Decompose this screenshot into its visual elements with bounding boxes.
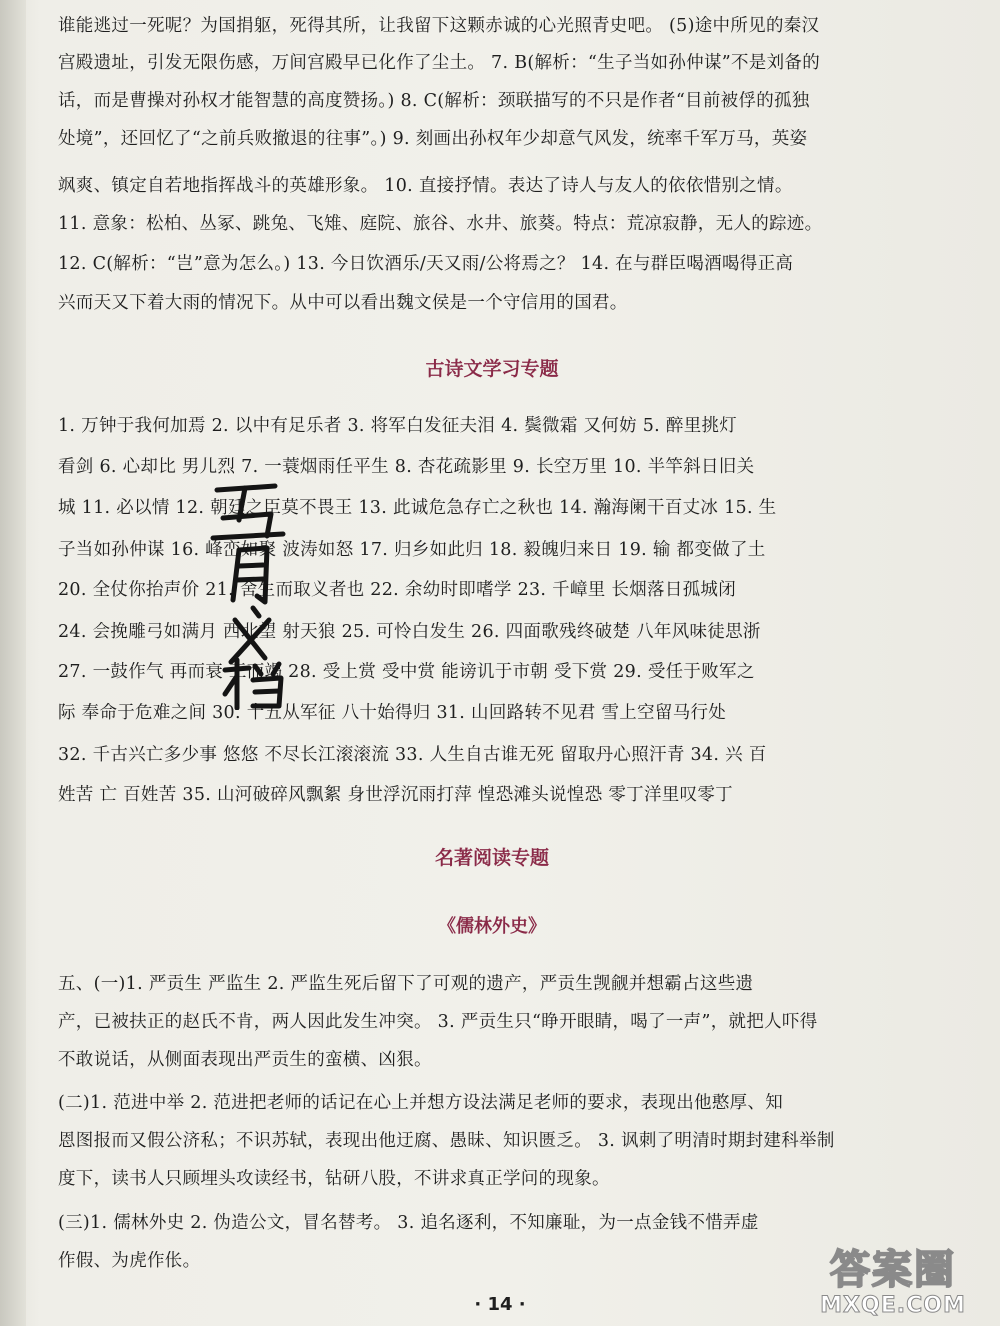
text-line: 27. 一鼓作气 再而衰 三而竭 28. 受上赏 受中赏 能谤讥于市朝 受下赏 29. 受任于败军之 bbox=[58, 662, 755, 682]
watermark-logo bbox=[798, 1238, 988, 1318]
section-heading-ancient-poetry: 古诗文学习专题 bbox=[425, 358, 559, 380]
handwritten-annotation bbox=[205, 480, 295, 710]
text-line: 飒爽、镇定自若地指挥战斗的英雄形象。 10. 直接抒情。表达了诗人与友人的依依惜别之情。 bbox=[58, 176, 793, 196]
text-line: 城 11. 必以情 12. 朝廷之臣莫不畏王 13. 此诚危急存亡之秋也 14. 瀚海阑干百丈冰 15. 生 bbox=[58, 498, 777, 518]
text-line: 11. 意象：松柏、丛冢、跳兔、飞雉、庭院、旅谷、水井、旅葵。特点：荒凉寂静，无人的踪迹。 bbox=[58, 214, 823, 234]
text-line: 姓苦 亡 百姓苦 35. 山河破碎风飘絮 身世浮沉雨打萍 惶恐滩头说惶恐 零丁洋里叹零丁 bbox=[58, 785, 733, 805]
text-line: 32. 千古兴亡多少事 悠悠 不尽长江滚滚流 33. 人生自古谁无死 留取丹心照汗青 34. 兴 百 bbox=[58, 745, 767, 765]
text-line: 五、(一)1. 严贡生 严监生 2. 严监生死后留下了可观的遗产，严贡生觊觎并想霸占这些遗 bbox=[58, 974, 754, 994]
text-line: (三)1. 儒林外史 2. 伪造公文，冒名替考。 3. 追名逐利，不知廉耻，为一点金钱不惜弄虚 bbox=[58, 1213, 759, 1233]
watermark-logo-text: 答案圈 bbox=[830, 1247, 956, 1293]
text-line: 作假、为虎作伥。 bbox=[58, 1251, 201, 1271]
text-line: 度下，读书人只顾埋头攻读经书，钻研八股，不讲求真正学问的现象。 bbox=[58, 1169, 610, 1189]
text-line: 处境”，还回忆了“之前兵败撤退的往事”。) 9. 刻画出孙权年少却意气风发，统率千军万马，英姿 bbox=[58, 129, 808, 149]
text-line: 谁能逃过一死呢？为国捐躯，死得其所，让我留下这颗赤诚的心光照青史吧。 (5)途中所见的秦汉 bbox=[58, 16, 820, 36]
text-line: 20. 全仗你抬声价 21. 舍生而取义者也 22. 余幼时即嗜学 23. 千嶂里 长烟落日孤城闭 bbox=[58, 580, 737, 600]
text-line: 看剑 6. 心却比 男儿烈 7. 一蓑烟雨任平生 8. 杏花疏影里 9. 长空万里 10. 半竿斜日旧关 bbox=[58, 457, 755, 477]
book-title-rulin-waishi: 《儒林外史》 bbox=[438, 916, 546, 937]
text-line: 恩图报而又假公济私；不识苏轼，表现出他迂腐、愚昧、知识匮乏。 3. 讽刺了明清时期封建科举制 bbox=[58, 1131, 835, 1151]
text-line: (二)1. 范进中举 2. 范进把老师的话记在心上并想方设法满足老师的要求，表现出他憨厚、知 bbox=[58, 1093, 784, 1113]
section-heading-classic-reading: 名著阅读专题 bbox=[434, 847, 549, 869]
text-line: 产，已被扶正的赵氏不肯，两人因此发生冲突。 3. 严贡生只“睁开眼睛，喝了一声”，就把人吓得 bbox=[58, 1012, 818, 1032]
text-line: 24. 会挽雕弓如满月 西北望 射天狼 25. 可怜白发生 26. 四面歌残终破楚 八年风味徒思浙 bbox=[58, 622, 761, 642]
text-line: 兴而天又下着大雨的情况下。从中可以看出魏文侯是一个守信用的国君。 bbox=[58, 293, 628, 313]
text-line: 子当如孙仲谋 16. 峰峦如聚 波涛如怒 17. 归乡如此归 18. 毅魄归来日 19. 输 都变做了土 bbox=[58, 540, 766, 560]
text-line: 话，而是曹操对孙权才能智慧的高度赞扬。) 8. C(解析：颈联描写的不只是作者“目前被俘的孤独 bbox=[58, 91, 810, 111]
watermark-url: MXQE.COM bbox=[820, 1293, 966, 1318]
text-line: 12. C(解析：“岂”意为怎么。) 13. 今日饮酒乐/天又雨/公将焉之？ 14. 在与群臣喝酒喝得正高 bbox=[58, 254, 794, 274]
text-line: 不敢说话，从侧面表现出严贡生的蛮横、凶狠。 bbox=[58, 1050, 432, 1070]
text-line: 1. 万钟于我何加焉 2. 以中有足乐者 3. 将军白发征夫泪 4. 鬓微霜 又何妨 5. 醉里挑灯 bbox=[58, 416, 738, 436]
text-line: 宫殿遗址，引发无限伤感，万间宫殿早已化作了尘土。 7. B(解析：“生子当如孙仲谋”不是刘备的 bbox=[58, 53, 820, 73]
page-binding-shadow bbox=[0, 0, 26, 1326]
text-line: 际 奉命于危难之间 30. 十五从军征 八十始得归 31. 山回路转不见君 雪上空留马行处 bbox=[58, 703, 727, 723]
page-number: · 14 · bbox=[474, 1294, 526, 1315]
